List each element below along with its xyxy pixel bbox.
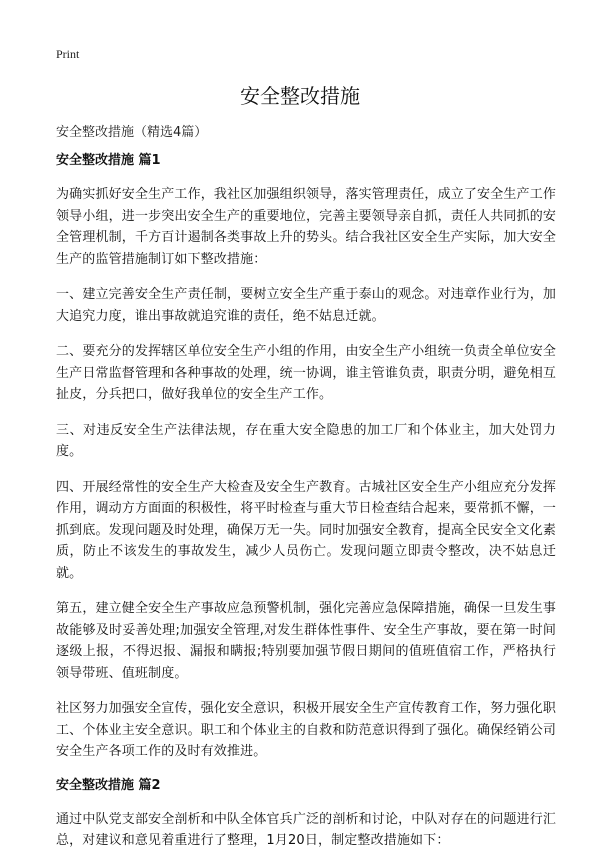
paragraph: 为确实抓好安全生产工作，我社区加强组织领导，落实管理责任，成立了安全生产工作领导小组，进一步突出安全生产的重要地位，完善主要领导亲自抓，责任人共同抓的安全管理机制，千方百计遏制各类事故上升的势头。结合我社区安全生产实际，加大安全生产的监管措施制订如下整改措施： (56, 187, 556, 267)
paragraph: 通过中队党支部安全剖析和中队全体官兵广泛的剖析和讨论，中队对存在的问题进行汇总，对建议和意见着重进行了整理，1月20日，制定整改措施如下： (56, 811, 556, 848)
section-heading: 安全整改措施 篇1 (56, 153, 161, 168)
section-2 (56, 777, 556, 852)
section-heading: 安全整改措施 篇2 (56, 777, 161, 793)
document-subtitle: 安全整改措施（精选4篇） (56, 125, 208, 140)
paragraph: 四、开展经常性的安全生产大检查及安全生产教育。古城社区安全生产小组应充分发挥作用，调动方方面面的积极性，将平时检查与重大节日检查结合起来，要常抓不懈，一抓到底。发现问题及时处理，确保万无一失。同时加强安全教育，提高全民安全文化素质，防止不该发生的事故发生，减少人员伤亡。发现问题立即责令整改，决不姑息迁就。 (56, 479, 556, 581)
document-body (56, 152, 556, 866)
paragraph: 三、对违反安全生产法律法规，存在重大安全隐患的加工厂和个体业主，加大处罚力度。 (56, 422, 556, 459)
print-link[interactable]: Print (56, 47, 80, 61)
section-1 (56, 152, 556, 763)
paragraph: 一、建立完善安全生产责任制，要树立安全生产重于泰山的观念。对违章作业行为，加大追究力度，谁出事故就追究谁的责任，绝不姑息迁就。 (56, 287, 556, 324)
paragraph: 二、要充分的发挥辖区单位安全生产小组的作用，由安全生产小组统一负责全单位安全生产日常监督管理和各种事故的处理，统一协调，谁主管谁负责，职责分明，避免相互扯皮，分兵把口，做好我单位的安全生产工作。 (56, 344, 556, 402)
page-title: 安全整改措施 (240, 84, 360, 108)
paragraph: 第五，建立健全安全生产事故应急预警机制，强化完善应急保障措施，确保一旦发生事故能够及时妥善处理;加强安全管理,对发生群体性事件、安全生产事故，要在第一时间逐级上报，不得迟报、漏报和瞒报;特别要加强节假日期间的值班值宿工作，严格执行领导带班、值班制度。 (56, 601, 556, 681)
paragraph: 社区努力加强安全宣传，强化安全意识，积极开展安全生产宣传教育工作，努力强化职工、个体业主安全意识。职工和个体业主的自救和防范意识得到了强化。确保经销公司安全生产各项工作的及时有效推进。 (56, 701, 556, 759)
